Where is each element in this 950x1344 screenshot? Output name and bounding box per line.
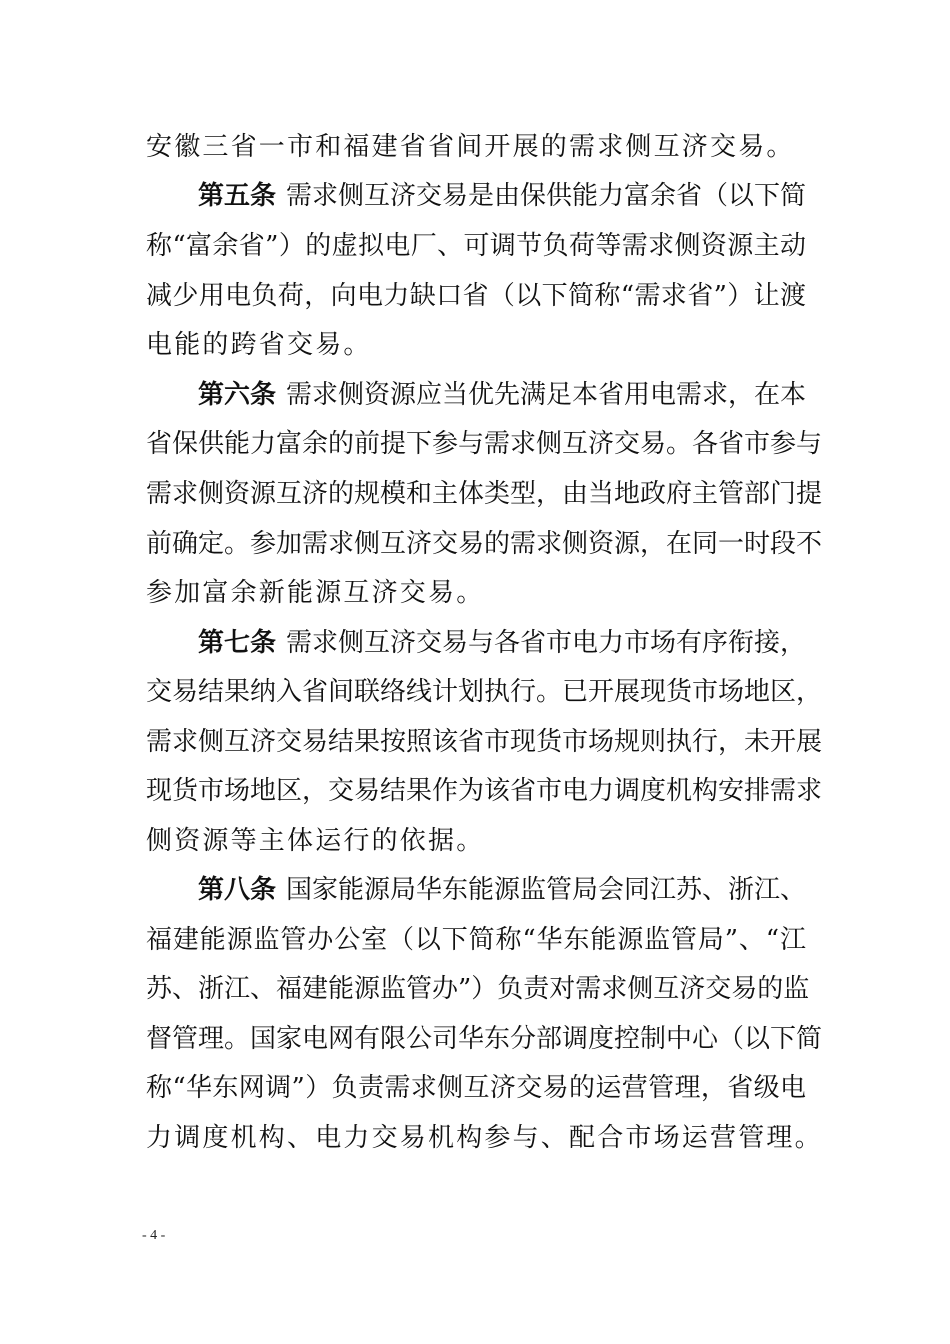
text-line: 省保供能力富余的前提下参与需求侧互济交易。各省市参与 bbox=[146, 429, 823, 459]
article-5-line: 第五条 需求侧互济交易是由保供能力富余省（以下简 bbox=[198, 181, 807, 211]
text-line: 力调度机构、电力交易机构参与、配合市场运营管理。 bbox=[146, 1123, 823, 1153]
text-line: 福建能源监管办公室（以下简称“华东能源监管局”、“江 bbox=[146, 925, 806, 955]
text-line: 电能的跨省交易。 bbox=[146, 330, 372, 360]
text-line: 安徽三省一市和福建省省间开展的需求侧互济交易。 bbox=[146, 132, 795, 162]
text-line: 交易结果纳入省间联络线计划执行。已开展现货市场地区， bbox=[146, 677, 823, 707]
text-line: 苏、浙江、福建能源监管办”）负责对需求侧互济交易的监 bbox=[146, 974, 810, 1004]
text-line: 侧资源等主体运行的依据。 bbox=[146, 826, 485, 856]
article-heading: 第八条 bbox=[198, 875, 277, 905]
text-line: 称“华东网调”）负责需求侧互济交易的运营管理，省级电 bbox=[146, 1073, 806, 1103]
text-line: 称“富余省”）的虚拟电厂、可调节负荷等需求侧资源主动 bbox=[146, 231, 806, 261]
text-line: 需求侧资源互济的规模和主体类型，由当地政府主管部门提 bbox=[146, 479, 823, 509]
article-heading: 第七条 bbox=[198, 628, 277, 658]
text-line: 参加富余新能源互济交易。 bbox=[146, 578, 485, 608]
text-line: 需求侧互济交易结果按照该省市现货市场规则执行，未开展 bbox=[146, 727, 823, 757]
article-8-line: 第八条 国家能源局华东能源监管局会同江苏、浙江、 bbox=[198, 875, 807, 905]
text-line: 现货市场地区，交易结果作为该省市电力调度机构安排需求 bbox=[146, 776, 823, 806]
page-number: - 4 - bbox=[142, 1228, 166, 1243]
text-line: 前确定。参加需求侧互济交易的需求侧资源，在同一时段不 bbox=[146, 529, 823, 559]
article-6-line: 第六条 需求侧资源应当优先满足本省用电需求，在本 bbox=[198, 380, 807, 410]
text-line: 减少用电负荷，向电力缺口省（以下简称“需求省”）让渡 bbox=[146, 281, 806, 311]
article-heading: 第六条 bbox=[198, 380, 277, 410]
article-7-line: 第七条 需求侧互济交易与各省市电力市场有序衔接， bbox=[198, 628, 807, 658]
article-heading: 第五条 bbox=[198, 181, 277, 211]
text-line: 督管理。国家电网有限公司华东分部调度控制中心（以下简 bbox=[146, 1024, 823, 1054]
